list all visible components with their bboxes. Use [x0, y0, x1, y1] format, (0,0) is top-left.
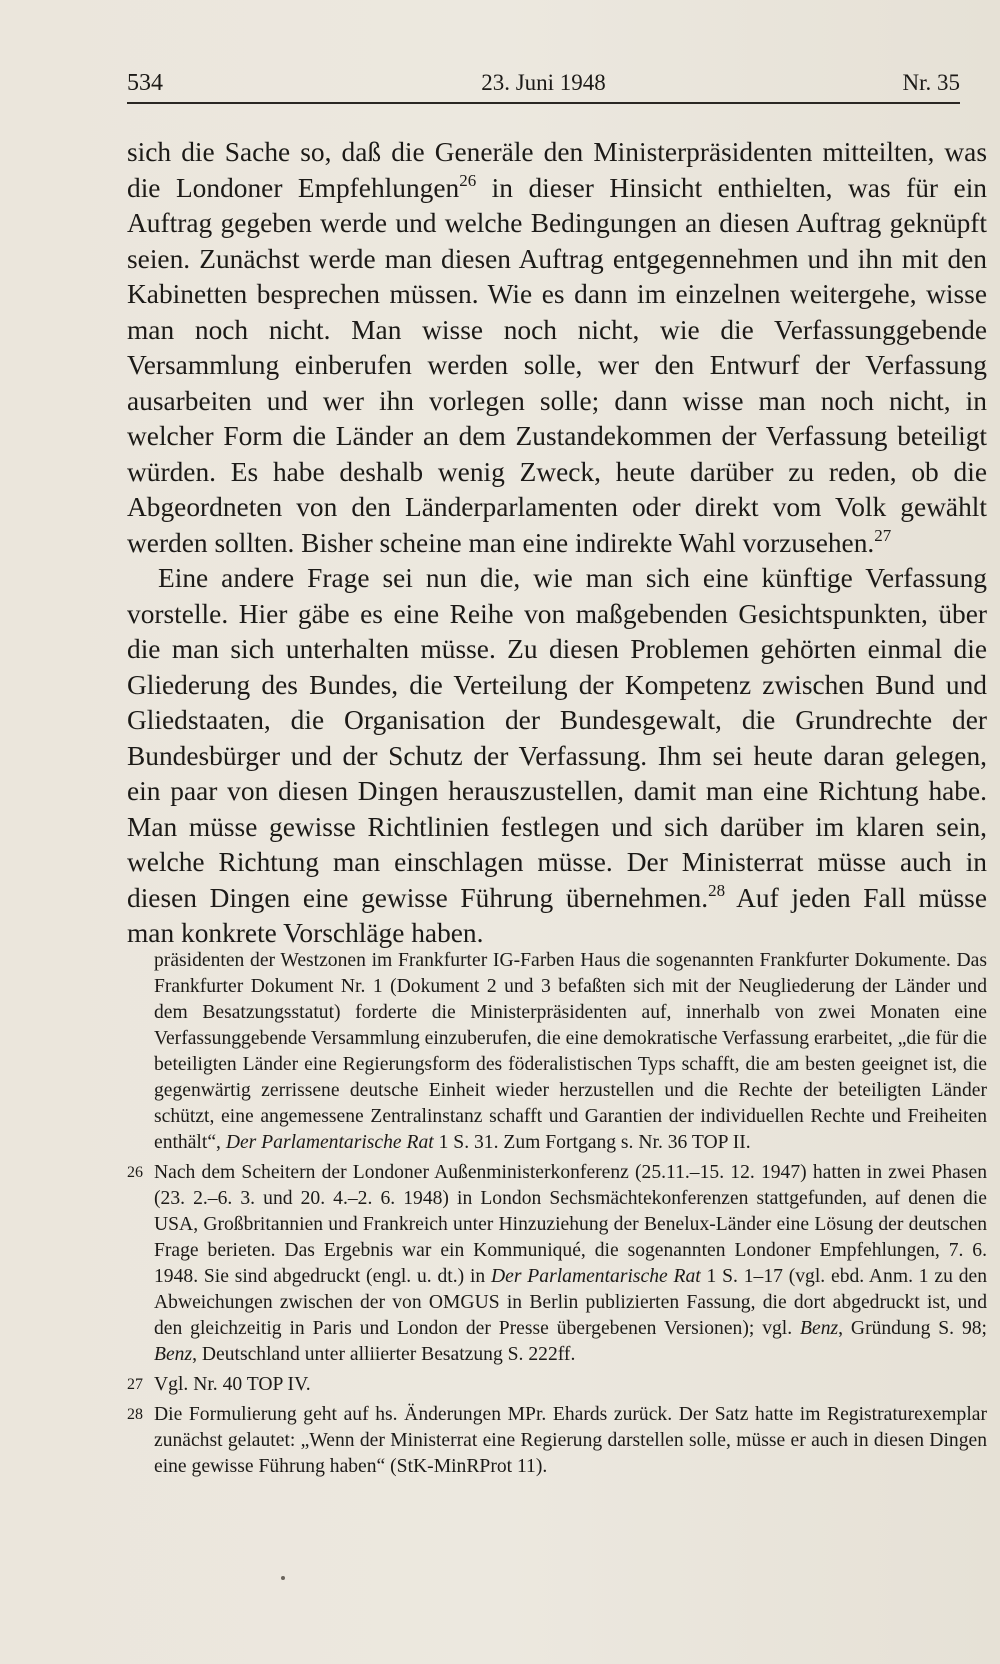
paragraph-2: Eine andere Frage sei nun die, wie man sich eine künftige Verfassung vorstelle. Hier gäbe es eine Reihe von maßgebenden Gesichtspunkten, über die man sich unterhalten müsse. Zu diesen Problemen gehörten einmal die Gliederung des Bundes, die Verteilung der Kompetenz zwischen Bund und Gliedstaaten, die Organisation der Bundesgewalt, die Grundrechte der Bundesbürger und der Schutz der Verfassung. Ihm sei heute daran gelegen, ein paar von diesen Dingen herauszustellen, damit man eine Richtung habe. Man müsse gewisse Richtlinien festlegen und sich darüber im klaren sein, welche Richtung man einschlagen müsse. Der Ministerrat müsse auch in diesen Dingen eine gewisse Führung übernehmen.$^{28}$ Auf jeden Fall müsse man konkrete Vorschläge haben. [127, 563, 987, 948]
author-name: Benz [154, 1344, 193, 1365]
footnotes [127, 948, 987, 1484]
footnote-ref-28: 28 [708, 880, 726, 900]
footnote-number: 27 [127, 1376, 143, 1393]
footnote-continuation: präsidenten der Westzonen im Frankfurter IG-Farben Haus die sogenannten Frankfurter Dokumente. Das Frankfurter Dokument Nr. 1 (Dokument 2 und 3 befaßten sich mit der Neugliederung der Länder und dem Besatzungsstatut) forderte die Ministerpräsidenten auf, innerhalb von zwei Monaten eine Verfassunggebende Versammlung einzuberufen, die eine demokratische Verfassung erarbeitet, „die für die beteiligten Länder eine Regierungsform des föderalistischen Typs schafft, die am besten geeignet ist, die gegenwärtig zerrissene deutsche Einheit wieder herzustellen und die Rechte der beteiligten Länder schützt, eine angemessene Zentralinstanz schafft und Garantien der individuellen Rechte und Freiheiten enthält“, Der Parlamentarische Rat 1 S. 31. Zum Fortgang s. Nr. 36 TOP II. [154, 950, 987, 1153]
header-date: 23. Juni 1948 [481, 70, 606, 95]
page-number: 534 [127, 70, 163, 96]
paper-speck [281, 1576, 285, 1580]
footnote-number: 26 [127, 1164, 143, 1181]
paragraph-1: sich die Sache so, daß die Generäle den Ministerpräsidenten mitteilten, was die Londoner Empfehlungen$^{26}$ in dieser Hinsicht enthielten, was für ein Auftrag gegeben werde und welche Bedingungen an diesen Auftrag geknüpft seien. Zunächst werde man diesen Auftrag entgegennehmen und ihn mit den Kabinetten besprechen müssen. Wie es dann im einzelnen weitergehe, wisse man noch nicht. Man wisse noch nicht, wie die Verfassunggebende Versammlung einberufen werden solle, wer den Entwurf der Verfassung ausarbeiten und wer ihn vorlegen solle; dann wisse man noch nicht, in welcher Form die Länder an dem Zustandekommen der Verfassung beteiligt würden. Es habe deshalb wenig Zweck, heute darüber zu reden, ob die Abgeordneten von den Länderparlamenten oder direkt vom Volk gewählt werden sollten. Bisher scheine man eine indirekte Wahl vorzusehen.$^{27}$ [127, 137, 987, 558]
running-header [127, 62, 960, 104]
footnote-ref-26: 26 [459, 170, 477, 190]
footnote-number: 28 [127, 1406, 143, 1423]
citation-title: Der Parlamentarische Rat [491, 1266, 701, 1287]
footnote-27: 27 Vgl. Nr. 40 TOP IV. [127, 1372, 987, 1398]
footnote-ref-27: 27 [874, 525, 892, 545]
citation-title: Der Parlamentarische Rat [225, 1132, 434, 1153]
author-name: Benz [800, 1318, 839, 1339]
footnote-28: 28 Die Formulierung geht auf hs. Änderungen MPr. Ehards zurück. Der Satz hatte im Registraturexemplar zunächst gelautet: „Wenn der Ministerrat eine Regierung darstellen solle, müsse er auch in diesen Dingen eine gewisse Führung haben“ (StK-MinRProt 11). [127, 1404, 987, 1477]
main-text [127, 135, 987, 952]
document-number: Nr. 35 [902, 70, 960, 95]
footnote-26: 26 Nach dem Scheitern der Londoner Außenministerkonferenz (25.11.–15. 12. 1947) hatten in zwei Phasen (23. 2.–6. 3. und 20. 4.–2. 6. 1948) in London Sechsmächtekonferenzen stattgefunden, auf denen die USA, Großbritannien und Frankreich unter Hinzuziehung der Benelux-Länder eine Lösung der deutschen Frage berieten. Das Ergebnis war ein Kommuniqué, die sogenannten Londoner Empfehlungen, 7. 6. 1948. Sie sind abgedruckt (engl. u. dt.) in Der Parlamentarische Rat 1 S. 1–17 (vgl. ebd. Anm. 1 zu den Abweichungen zwischen der von OMGUS in Berlin publizierten Fassung, die dort abgedruckt ist, und den gleichzeitig in Paris und London der Presse übergebenen Versionen); vgl. Benz, Gründung S. 98; Benz, Deutschland unter alliierter Besatzung S. 222ff. [127, 1162, 987, 1365]
